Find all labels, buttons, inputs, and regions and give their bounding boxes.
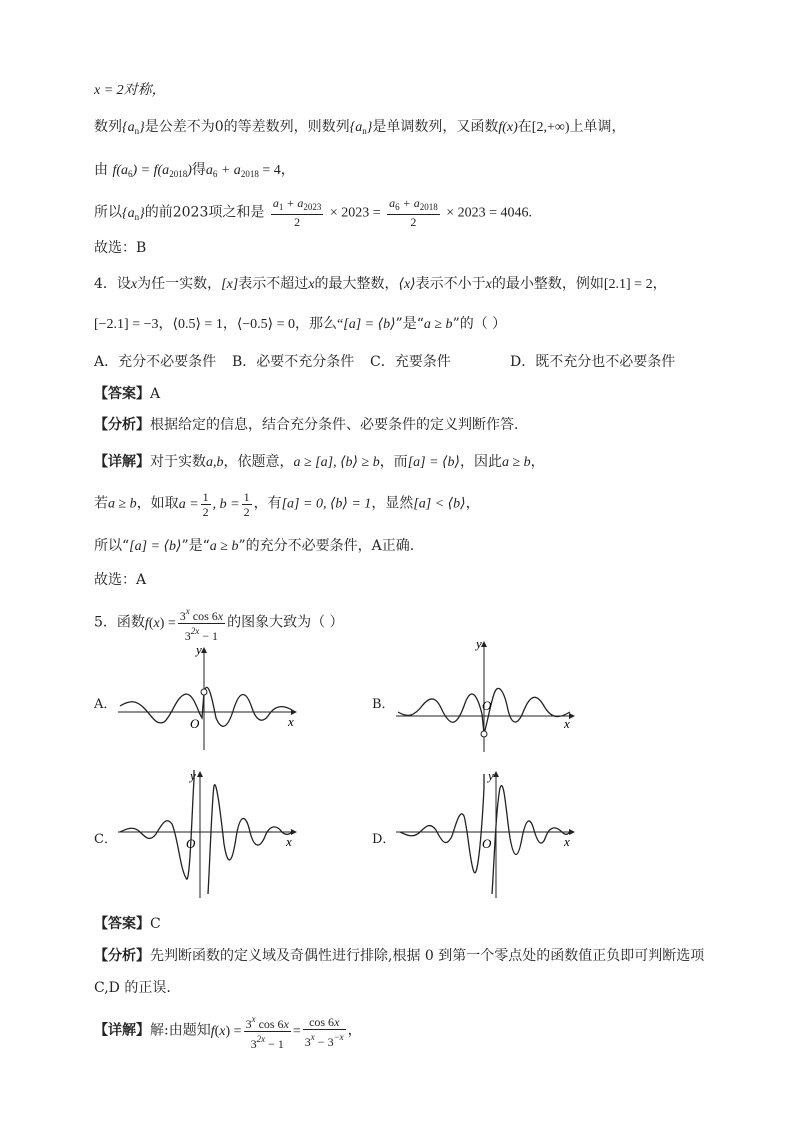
q5-analysis-line-2	[94, 978, 171, 998]
q4-stem-line-2	[94, 314, 506, 335]
text-l4a: 所以	[94, 204, 122, 221]
graph-d	[394, 768, 580, 900]
q4-detail-line-3	[94, 536, 414, 557]
q4-stem-1f: 的最小整数，例如	[491, 276, 604, 292]
q5-analysis-text-2: C,D 的正误.	[94, 980, 171, 996]
q4-detail-1b: a,b	[206, 455, 224, 470]
q4-detail-3a: 所以“	[94, 538, 130, 554]
y-label: y	[196, 642, 202, 657]
math-sum-4: $a_6 + a_{2018} = 4$	[205, 163, 281, 179]
text-l2c: 是单调数列，又函数	[372, 119, 499, 135]
x-label: x	[564, 834, 570, 849]
graph-label-b: B．	[372, 697, 395, 712]
q4-detail-2e: [a] = 0, ⟨b⟩ = 1	[281, 496, 372, 512]
q4-detail-line-1	[94, 452, 545, 473]
math-an-1: $\{a_n\}$	[122, 120, 145, 136]
q5-answer	[94, 914, 161, 934]
q4-example-values: a = $\frac{1}{2}$ , b = $\frac{1}{2}$	[178, 490, 250, 519]
q4-stem-1e: 表示不小于	[415, 276, 486, 292]
q4-detail-3d: a ≥ b	[209, 539, 239, 554]
continuation-line-4	[94, 196, 532, 229]
continuation-line-1	[94, 80, 166, 101]
q4-detail-1e: ，而	[379, 454, 408, 470]
q5-stem	[94, 604, 344, 643]
q5-analysis-line-1	[94, 946, 704, 966]
q4-answer-value: A	[150, 386, 161, 402]
q4-stem-2d: a ≥ b	[423, 317, 453, 332]
q4-answer	[94, 384, 160, 404]
q4-detail-tag: 【详解】	[94, 454, 150, 470]
text-l5: 故选：B	[94, 240, 147, 256]
q4-detail-3e: ”的充分不必要条件，A正确.	[238, 538, 415, 554]
text-l4b: 的前2023项之和是	[144, 204, 265, 221]
text-l3a: 由	[94, 162, 108, 178]
q4-option-c-text: C．充要条件	[370, 354, 451, 370]
q4-detail-1f: [a] = ⟨b⟩	[407, 455, 460, 470]
q4-option-c	[370, 352, 451, 372]
q4-detail-2g: [a] < ⟨b⟩	[413, 496, 466, 512]
continuation-line-2	[94, 117, 626, 141]
q4-detail-1a: 对于实数	[150, 454, 206, 470]
q5-stem-a: 5．函数	[94, 614, 145, 631]
x-label: x	[564, 716, 570, 731]
q5-detail-b: ，	[347, 1022, 362, 1039]
q5-detail	[94, 1012, 362, 1051]
q4-detail-1c: ，依题意，	[223, 454, 294, 470]
x-label: x	[286, 834, 292, 849]
q4-detail-3b: [a] = ⟨b⟩	[129, 539, 182, 554]
graph-b	[394, 636, 580, 754]
curve-d-left	[400, 774, 484, 873]
q4-analysis-text: 根据给定的信息，结合充分条件、必要条件的定义判断作答.	[150, 417, 519, 433]
q4-option-b	[232, 352, 354, 372]
q5-analysis-text-1: 先判断函数的定义域及奇偶性进行排除,根据 0 到第一个零点处的函数值正负即可判断选项	[150, 948, 705, 964]
y-label: y	[476, 636, 482, 651]
q4-option-a	[94, 352, 216, 372]
hole-b	[481, 731, 487, 737]
math-interval: [2,+∞)	[531, 120, 570, 135]
x-label: x	[288, 714, 294, 729]
graph-label-a: A．	[94, 697, 117, 712]
math-an-2: $\{a_n\}$	[349, 120, 373, 136]
curve-c-left	[120, 770, 194, 879]
y-label: y	[488, 768, 494, 783]
fraction-a1-a2023: $\frac{a_1 + a_{2023}}{2}$	[272, 196, 322, 229]
q5-answer-value: C	[150, 916, 161, 932]
q4-detail-1h: a ≥ b	[501, 455, 531, 470]
q4-detail-1i: ，	[530, 454, 545, 470]
origin-label: O	[186, 836, 196, 851]
q4-choose	[94, 570, 146, 590]
graph-c	[116, 768, 302, 900]
q5-detail-a: 解:由题知	[150, 1022, 211, 1039]
continuation-line-3: 由 $f(a_6) = f(a_{2018})$得$a_6 + a_{2018} = 4$，	[94, 162, 295, 179]
fraction-a6-a2018: $\frac{a_6 + a_{2018}}{2}$	[389, 196, 438, 229]
q4-analysis-tag: 【分析】	[94, 417, 150, 433]
q4-detail-2a: 若	[94, 495, 108, 512]
q4-detail-1g: ，因此	[459, 454, 502, 470]
q4-detail-3c: ”是“	[181, 538, 210, 554]
q4-detail-2c: ，如取	[136, 495, 179, 512]
origin-label: O	[190, 716, 200, 731]
graph-label-c: C．	[94, 832, 117, 847]
math-fx: f(x)	[498, 120, 518, 135]
q4-detail-1d: a ≥ [a], ⟨b⟩ ≥ b	[293, 455, 380, 470]
origin-label: O	[482, 836, 492, 851]
text-l2b: 是公差不为0的等差数列，则数列	[144, 119, 350, 135]
q5-analysis-tag: 【分析】	[94, 948, 150, 964]
text-l4d: × 2023 = 4046.	[446, 205, 532, 221]
q4-stem-1a: 4．设	[94, 276, 131, 292]
q4-choose-text: 故选：A	[94, 572, 147, 588]
q4-stem-2a: [−2.1] = −3，⟨0.5⟩ = 1，⟨−0.5⟩ = 0，那么“	[94, 317, 344, 332]
hole-a	[201, 689, 207, 695]
q4-detail-line-2	[94, 490, 480, 519]
q4-detail-2d: ，有	[253, 495, 282, 512]
q4-stem-1g: [2.1] = 2，	[603, 277, 667, 292]
text-l1: x = 2对称，	[94, 83, 166, 98]
q4-analysis	[94, 415, 518, 435]
q5-detail-tag: 【详解】	[94, 1022, 150, 1039]
q4-detail-2f: ，显然	[371, 495, 414, 512]
math-f-equal: $f(a_6) = f(a_{2018})$	[112, 163, 192, 179]
q4-stem-1d: 的最大整数，	[314, 276, 399, 292]
math-an-3: $\{a_n\}$	[122, 205, 145, 222]
graph-a	[116, 642, 302, 752]
text-l2d: 在	[517, 119, 532, 135]
choose-b-line	[94, 238, 146, 258]
q4-option-b-text: B．必要不充分条件	[232, 354, 355, 370]
curve-d-right	[492, 786, 570, 894]
origin-label: O	[482, 698, 492, 713]
q4-stem-2e: ”的（ ）	[452, 316, 507, 332]
y-label: y	[190, 768, 196, 783]
text-l2a: 数列	[94, 119, 122, 135]
q4-answer-tag: 【答案】	[94, 386, 150, 402]
q4-option-a-text: A．充分不必要条件	[94, 354, 217, 370]
q4-stem-line-1: 4．设x为任一实数，[x]表示不超过x的最大整数，⟨x⟩表示不小于x的最小整数，例如[2.1] = 2，	[94, 276, 667, 292]
q5-stem-b: 的图象大致为（ ）	[227, 614, 344, 631]
q5-detail-formula: f(x) = $\frac{3^x \cos 6x}{3^{2x} - 1}$ = $\frac{\cos 6x}{3^x - 3^{-x}}$	[210, 1014, 344, 1051]
graph-label-d: D．	[372, 832, 396, 847]
q4-option-d-text: D．既不充分也不必要条件	[510, 354, 676, 370]
text-l3b: 得	[191, 162, 206, 178]
text-l2e: 上单调，	[569, 119, 626, 135]
curve-c-right	[208, 785, 292, 894]
q4-detail-2b: a ≥ b	[108, 496, 137, 512]
q4-stem-2c: ”是“	[395, 316, 424, 332]
q5-function-formula: f(x) = $\frac{3^x \cos 6x}{3^{2x} - 1}$	[144, 606, 224, 643]
q4-detail-2h: ，	[465, 495, 480, 512]
q4-stem-1c: 表示不超过	[238, 276, 309, 292]
q4-option-d	[510, 352, 675, 372]
q4-stem-2b: [a] = ⟨b⟩	[343, 317, 396, 332]
q5-answer-tag: 【答案】	[94, 916, 150, 932]
q4-stem-1b: 为任一实数，	[137, 276, 222, 292]
text-l4c: × 2023 =	[329, 205, 381, 221]
